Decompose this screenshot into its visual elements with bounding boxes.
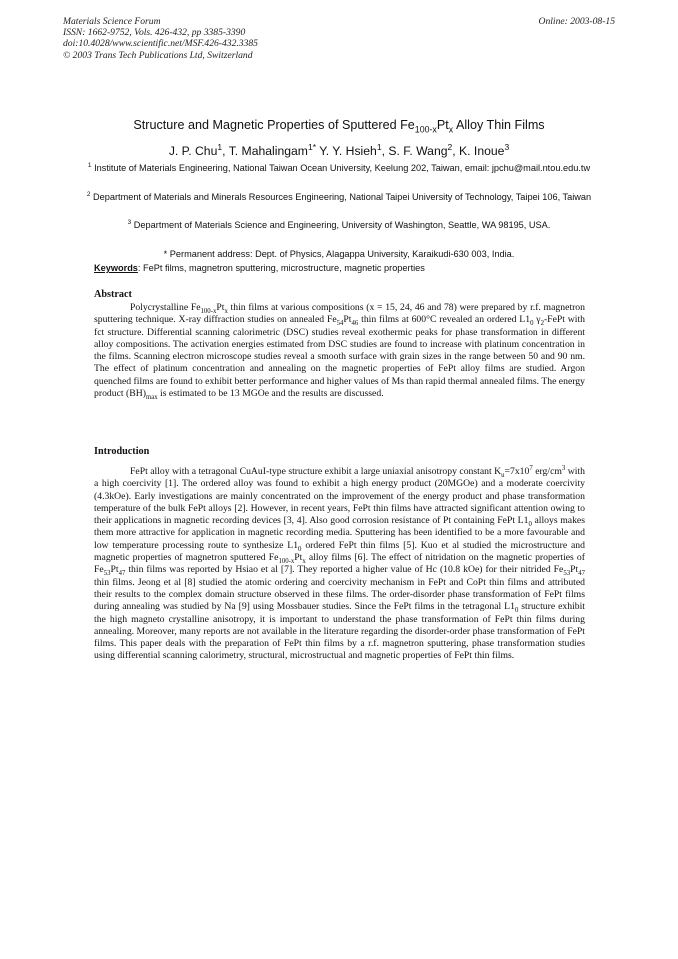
title-text-pt: Pt — [436, 118, 449, 132]
keywords-label: Keywords — [94, 263, 138, 273]
title-text-end: Alloy Thin Films — [453, 118, 545, 132]
affiliation-2: $^2$ Department of Materials and Minerals Resources Engineering, National Taipei University of Technology, Taipei 106, Taiwan — [86, 190, 592, 202]
author: K. Inoue$^3$ — [459, 141, 510, 158]
copyright-line: © 2003 Trans Tech Publications Ltd, Switzerland — [63, 49, 253, 61]
author: S. F. Wang$^2$, — [388, 141, 460, 158]
affiliation-permanent: * Permanent address: Dept. of Physics, Alagappa University, Karaikudi-630 003, India. — [163, 249, 515, 259]
title-text: Structure and Magnetic Properties of Sputtered Fe — [133, 118, 415, 132]
abstract-heading: Abstract — [94, 289, 132, 300]
affiliation-1: $^1$ Institute of Materials Engineering, National Taiwan Ocean University, Keelung 202, Taiwan, email: jpchu@mail.ntou.edu.tw — [87, 161, 591, 173]
doi-line: doi:10.4028/www.scientific.net/MSF.426-432.3385 — [63, 38, 258, 50]
introduction-body: FePt alloy with a tetragonal CuAuI-type structure exhibit a large uniaxial anisotropy constant $K_u=7x10^7$ erg/$cm^3$ with a high coercivity [1]. The ordered alloy was found to exhibit a high energy product (20MGOe) and a moderate coercivity (4.3kOe). Early investigations are mainly concentrated on the improvement of the energy product and phase transformation temperature of the bulk FePt alloys [2]. However, in recent years, FePt thin films have attracted significant attention owing to their applications in magnetic recording devices [3, 4]. Also good corrosion resistance of Pt containing FePt $L1_0$ alloys makes them more attractive for application in magnetic recording media. Sputtering has been identified to be a more favourable and low temperature processing route to synthesize $L1_0$ ordered FePt thin films [5]. Kuo et al studied the microstructure and magnetic properties of magnetron sputtered $Fe_{100-x}Pt_x$ alloy films [6]. The effect of nitridation on the magnetic properties of $Fe_{53}Pt_{47}$ thin films was reported by Hsiao et al [7]. They reported a higher value of Hc (10.8 kOe) for their nitrided $Fe_{53}Pt_{47}$ thin films. Jeong et al [8] studied the atomic ordering and coercivity mechanism in FePt and CoPt thin films and attributed their results to the complex domain structure observed in these films. The order-disorder phase transformation of FePt films during annealing was studied by Na [9] using Mossbauer studies. Since the FePt films in the tetragonal $L1_0$ structure exhibit the high magneto crystalline anisotropy, it is important to understand the phase transformation of FePt thin films during annealing. Moreover, many reports are not available in the literature regarding the disorder-order phase transformation of FePt films. This paper deals with the preparation of FePt thin films by a r.f. magnetron sputtering, phase transformation studies using differential scanning calorimetry, structural, microstructual and magnetic properties of FePt thin films. — [94, 464, 586, 662]
issn-line: ISSN: 1662-9752, Vols. 426-432, pp 3385-3390 — [63, 27, 246, 39]
author: J. P. Chu$^1$, — [168, 141, 229, 158]
affiliation-3: $^3$ Department of Materials Science and Engineering, University of Washington, Seattle, WA 98195, USA. — [127, 218, 551, 230]
author-list — [60, 141, 618, 158]
abstract-body: Polycrystalline $Fe_{100-x}Pt_x$ thin films at various compositions (x = 15, 24, 46 and 78) were prepared by r.f. magnetron sputtering technique. X-ray diffraction studies on annealed $Fe_{54}Pt_{46}$ thin films at 600°C revealed an ordered $L1_0$ $\gamma_2$-FePt with fct structure. Differential scanning calorimetric (DSC) studies reveal exothermic peaks for phase transformation in different alloy compositions. The activation energies estimated from DSC studies are found to increase with platinum concentration in the films. Scanning electron microscope studies reveal a smooth surface with grain sizes in the range between 50 and 90 nm. The effect of platinum concentration and annealing on the magnetic properties of FePt alloy films are studied. Argon quenched films are found to exhibit better performance and higher values of Ms than rapid thermal annealed films. The energy product $(BH)_{max}$ is estimated to be 13 MGOe and the results are discussed. — [94, 302, 585, 402]
publication-info — [63, 16, 258, 61]
keywords-line — [94, 263, 594, 273]
title-subscript: 100-x — [414, 124, 437, 135]
online-date: Online: 2003-08-15 — [538, 16, 615, 27]
paper-title — [60, 118, 618, 135]
introduction-heading: Introduction — [94, 446, 150, 457]
author: T. Mahalingam$^{1*}$ — [228, 141, 317, 158]
journal-name: Materials Science Forum — [63, 16, 161, 27]
keywords-text: : FePt films, magnetron sputtering, microstructure, magnetic properties — [137, 263, 425, 273]
author: Y. Y. Hsieh$^1$, — [319, 141, 389, 158]
title-subscript-x: x — [448, 124, 454, 135]
